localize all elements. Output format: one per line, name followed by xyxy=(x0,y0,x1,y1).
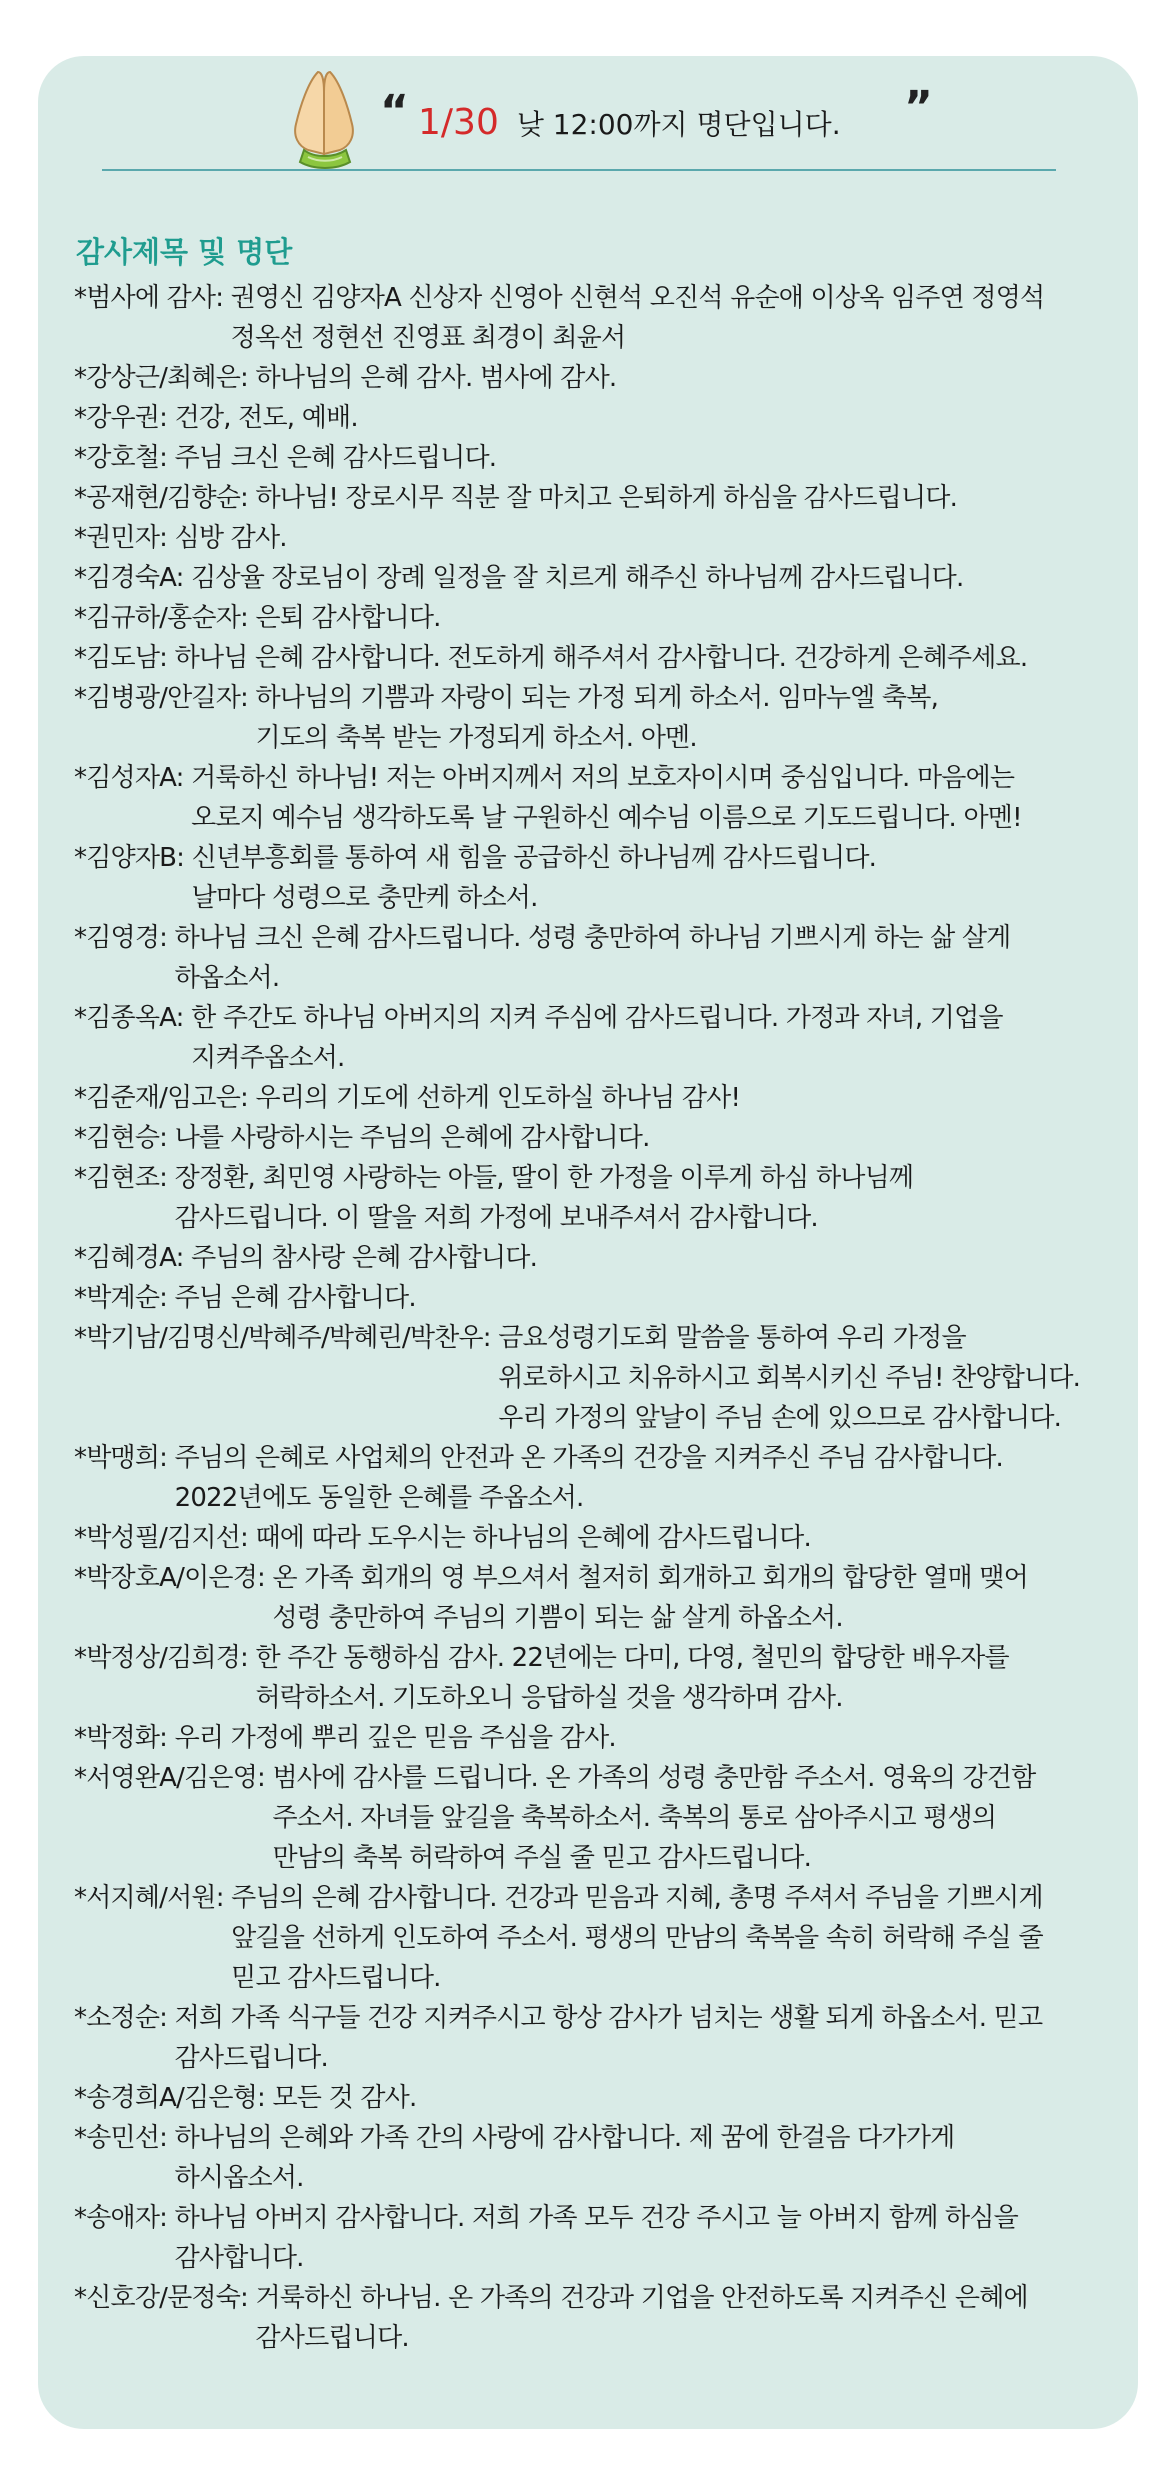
list-item xyxy=(74,1118,1134,1158)
entry-name: *송민선: xyxy=(74,2123,175,2153)
entry-name: *박정상/김희경: xyxy=(74,1643,256,1673)
entry-text xyxy=(255,478,957,518)
entry-text xyxy=(231,1878,1043,1998)
entry-name: *범사에 감사: xyxy=(74,283,231,313)
list-item xyxy=(74,2118,1134,2198)
header-date: 1/30 xyxy=(418,102,499,143)
entry-line: 저희 가족 식구들 건강 지켜주시고 항상 감사가 넘치는 생활 되게 하옵소서. 믿고 xyxy=(174,2003,1043,2033)
entry-line: 온 가족 회개의 영 부으셔서 철저히 회개하고 회개의 합당한 열매 맺어 xyxy=(272,1563,1028,1593)
entry-text xyxy=(175,1278,416,1318)
entry-line: 하나님 크신 은혜 감사드립니다. 성령 충만하여 하나님 기쁘시게 하는 삶 살게 xyxy=(174,923,1011,953)
list-item xyxy=(74,598,1134,638)
entry-text xyxy=(255,2278,1027,2358)
list-item xyxy=(74,2078,1134,2118)
entry-text xyxy=(175,1158,914,1238)
entry-name: *김혜경A: xyxy=(74,1243,192,1273)
entry-text xyxy=(175,398,358,438)
entry-line: 위로하시고 치유하시고 회복시키신 주님! 찬양합니다. xyxy=(498,1363,1081,1393)
entry-line: 기도의 축복 받는 가정되게 하소서. 아멘. xyxy=(255,723,697,753)
entry-line: 모든 것 감사. xyxy=(272,2083,417,2113)
entry-line: 권영신 김양자A 신상자 신영아 신현석 오진석 유순애 이상옥 임주연 정영석 xyxy=(230,283,1045,313)
entry-text xyxy=(255,1638,1008,1718)
entry-text xyxy=(255,358,616,398)
entry-name: *김도남: xyxy=(74,643,175,673)
entry-name: *박맹희: xyxy=(74,1443,175,1473)
entry-line: 범사에 감사를 드립니다. 온 가족의 성령 충만함 주소서. 영육의 강건함 xyxy=(272,1763,1036,1793)
entry-line: 하옵소서. xyxy=(174,963,280,993)
list-item xyxy=(74,1078,1134,1118)
entry-line: 주님의 은혜로 사업체의 안전과 온 가족의 건강을 지켜주신 주님 감사합니다. xyxy=(174,1443,1004,1473)
entry-line: 하나님의 은혜와 가족 간의 사랑에 감사합니다. 제 꿈에 한걸음 다가가게 xyxy=(174,2123,955,2153)
list-item xyxy=(74,478,1134,518)
entry-text xyxy=(175,518,287,558)
entry-line: 하나님의 기쁨과 자랑이 되는 가정 되게 하소서. 임마누엘 축복, xyxy=(255,683,939,713)
entry-line: 지켜주옵소서. xyxy=(191,1043,345,1073)
entry-line: 나를 사랑하시는 주님의 은혜에 감사합니다. xyxy=(174,1123,650,1153)
entry-text xyxy=(191,558,963,598)
list-item xyxy=(74,558,1134,598)
entry-text xyxy=(272,1558,1028,1638)
entry-line: 김상율 장로님이 장례 일정을 잘 치르게 해주신 하나님께 감사드립니다. xyxy=(191,563,964,593)
entry-line: 주님의 은혜 감사합니다. 건강과 믿음과 지혜, 총명 주셔서 주님을 기쁘시게 xyxy=(231,1883,1043,1913)
entry-name: *강우권: xyxy=(74,403,175,433)
prayer-list-card xyxy=(38,56,1138,2429)
entry-text xyxy=(191,1238,537,1278)
list-item xyxy=(74,1638,1134,1718)
entry-line: 감사드립니다. xyxy=(255,2323,409,2353)
header xyxy=(38,56,1138,176)
divider xyxy=(102,169,1056,171)
entry-line: 신년부흥회를 통하여 새 힘을 공급하신 하나님께 감사드립니다. xyxy=(191,843,877,873)
entry-line: 오로지 예수님 생각하도록 날 구원하신 예수님 이름으로 기도드립니다. 아멘! xyxy=(191,803,1022,833)
entry-text xyxy=(175,2198,1018,2278)
entry-line: 믿고 감사드립니다. xyxy=(231,1963,441,1993)
entry-text xyxy=(255,598,440,638)
entry-line: 성령 충만하여 주님의 기쁨이 되는 삶 살게 하옵소서. xyxy=(272,1603,843,1633)
entry-line: 주님 크신 은혜 감사드립니다. xyxy=(174,443,497,473)
entry-text xyxy=(255,678,938,758)
entry-text xyxy=(175,918,1011,998)
entry-line: 허락하소서. 기도하오니 응답하실 것을 생각하며 감사. xyxy=(255,1683,843,1713)
section-title: 감사제목 및 명단 xyxy=(76,235,293,269)
list-item xyxy=(74,518,1134,558)
entry-text xyxy=(255,1518,810,1558)
entry-name: *김경숙A: xyxy=(74,563,192,593)
entry-line: 2022년에도 동일한 은혜를 주옵소서. xyxy=(174,1483,584,1513)
entry-line: 우리의 기도에 선하게 인도하실 하나님 감사! xyxy=(255,1083,741,1113)
entry-name: *박장호A/이은경: xyxy=(74,1563,273,1593)
entry-line: 주님 은혜 감사합니다. xyxy=(174,1283,416,1313)
entry-name: *신호강/문정숙: xyxy=(74,2283,256,2313)
entry-name: *김규하/홍순자: xyxy=(74,603,256,633)
entry-line: 한 주간 동행하심 감사. 22년에는 다미, 다영, 철민의 합당한 배우자를 xyxy=(255,1643,1009,1673)
entry-name: *김영경: xyxy=(74,923,175,953)
list-item xyxy=(74,1518,1134,1558)
entry-name: *김종옥A: xyxy=(74,1003,192,1033)
entry-name: *김병광/안길자: xyxy=(74,683,256,713)
entry-line: 하나님 아버지 감사합니다. 저희 가족 모두 건강 주시고 늘 아버지 함께 하심을 xyxy=(174,2203,1018,2233)
entry-text xyxy=(175,1718,616,1758)
list-item xyxy=(74,2198,1134,2278)
list-item xyxy=(74,278,1134,358)
entry-name: *송애자: xyxy=(74,2203,175,2233)
list-item xyxy=(74,1718,1134,1758)
entry-name: *공재현/김향순: xyxy=(74,483,256,513)
entry-line: 한 주간도 하나님 아버지의 지켜 주심에 감사드립니다. 가정과 자녀, 기업을 xyxy=(191,1003,1003,1033)
entry-text xyxy=(255,1078,740,1118)
list-item xyxy=(74,638,1134,678)
entry-name: *김현승: xyxy=(74,1123,175,1153)
entry-line: 우리 가정에 뿌리 깊은 믿음 주심을 감사. xyxy=(174,1723,616,1753)
list-item xyxy=(74,1878,1134,1998)
entry-text xyxy=(191,758,1022,838)
list-item xyxy=(74,678,1134,758)
entry-text xyxy=(175,2118,955,2198)
entry-name: *서지혜/서원: xyxy=(74,1883,232,1913)
entry-name: *박정화: xyxy=(74,1723,175,1753)
list-item xyxy=(74,1558,1134,1638)
entry-line: 심방 감사. xyxy=(174,523,287,553)
entry-text xyxy=(231,278,1045,358)
entry-line: 만남의 축복 허락하여 주실 줄 믿고 감사드립니다. xyxy=(272,1843,812,1873)
entry-text xyxy=(272,1758,1035,1878)
entry-line: 날마다 성령으로 충만케 하소서. xyxy=(191,883,538,913)
list-item xyxy=(74,758,1134,838)
entry-name: *권민자: xyxy=(74,523,175,553)
entry-name: *박기남/김명신/박혜주/박혜린/박찬우: xyxy=(74,1323,499,1353)
list-item xyxy=(74,918,1134,998)
header-line xyxy=(418,102,841,143)
entry-name: *강상근/최혜은: xyxy=(74,363,256,393)
entry-text xyxy=(175,438,497,478)
entry-text xyxy=(272,2078,416,2118)
entry-line: 하나님 은혜 감사합니다. 전도하게 해주셔서 감사합니다. 건강하게 은혜주세요. xyxy=(174,643,1028,673)
praying-hands-icon xyxy=(278,62,370,170)
entry-line: 장정환, 최민영 사랑하는 아들, 딸이 한 가정을 이루게 하심 하나님께 xyxy=(174,1163,914,1193)
entry-name: *김준재/임고은: xyxy=(74,1083,256,1113)
entry-text xyxy=(192,838,876,918)
quote-close-mark: ” xyxy=(904,82,933,133)
entry-name: *강호철: xyxy=(74,443,175,473)
list-item xyxy=(74,1318,1134,1438)
list-item xyxy=(74,358,1134,398)
list-item xyxy=(74,1158,1134,1238)
entry-line: 주님의 참사랑 은혜 감사합니다. xyxy=(191,1243,538,1273)
list-item xyxy=(74,1438,1134,1518)
list-item xyxy=(74,2278,1134,2358)
entry-text xyxy=(175,1438,1003,1518)
quote-open-mark: “ xyxy=(380,86,409,137)
thanks-list xyxy=(74,278,1134,2358)
list-item xyxy=(74,1758,1134,1878)
entry-name: *송경희A/김은형: xyxy=(74,2083,273,2113)
entry-name: *박성필/김지선: xyxy=(74,1523,256,1553)
entry-line: 거룩하신 하나님. 온 가족의 건강과 기업을 안전하도록 지켜주신 은혜에 xyxy=(255,2283,1028,2313)
list-item xyxy=(74,1278,1134,1318)
entry-name: *김현조: xyxy=(74,1163,175,1193)
entry-line: 은퇴 감사합니다. xyxy=(255,603,441,633)
entry-line: 하시옵소서. xyxy=(174,2163,304,2193)
list-item xyxy=(74,838,1134,918)
entry-text xyxy=(175,638,1028,678)
entry-name: *서영완A/김은영: xyxy=(74,1763,273,1793)
list-item xyxy=(74,438,1134,478)
entry-line: 건강, 전도, 예배. xyxy=(174,403,358,433)
entry-name: *박계순: xyxy=(74,1283,175,1313)
entry-line: 거룩하신 하나님! 저는 아버지께서 저의 보호자이시며 중심입니다. 마음에는 xyxy=(191,763,1015,793)
entry-text xyxy=(191,998,1003,1078)
list-item xyxy=(74,398,1134,438)
header-text: 낮 12:00까지 명단입니다. xyxy=(516,108,841,141)
list-item xyxy=(74,998,1134,1078)
list-item xyxy=(74,1998,1134,2078)
entry-name: *소정순: xyxy=(74,2003,175,2033)
entry-line: 앞길을 선하게 인도하여 주소서. 평생의 만남의 축복을 속히 허락해 주실 줄 xyxy=(231,1923,1043,1953)
entry-line: 주소서. 자녀들 앞길을 축복하소서. 축복의 통로 삼아주시고 평생의 xyxy=(272,1803,997,1833)
entry-line: 감사드립니다. xyxy=(174,2043,328,2073)
entry-text xyxy=(175,1998,1043,2078)
entry-line: 금요성령기도회 말씀을 통하여 우리 가정을 xyxy=(498,1323,966,1353)
entry-text xyxy=(498,1318,1080,1438)
entry-line: 우리 가정의 앞날이 주님 손에 있으므로 감사합니다. xyxy=(498,1403,1062,1433)
entry-line: 감사합니다. xyxy=(174,2243,304,2273)
entry-text xyxy=(175,1118,650,1158)
entry-line: 하나님의 은혜 감사. 범사에 감사. xyxy=(255,363,617,393)
list-item xyxy=(74,1238,1134,1278)
entry-name: *김성자A: xyxy=(74,763,192,793)
entry-line: 감사드립니다. 이 딸을 저희 가정에 보내주셔서 감사합니다. xyxy=(174,1203,818,1233)
entry-line: 정옥선 정현선 진영표 최경이 최윤서 xyxy=(230,323,626,353)
entry-line: 때에 따라 도우시는 하나님의 은혜에 감사드립니다. xyxy=(255,1523,811,1553)
entry-line: 하나님! 장로시무 직분 잘 마치고 은퇴하게 하심을 감사드립니다. xyxy=(255,483,958,513)
entry-name: *김양자B: xyxy=(74,843,192,873)
